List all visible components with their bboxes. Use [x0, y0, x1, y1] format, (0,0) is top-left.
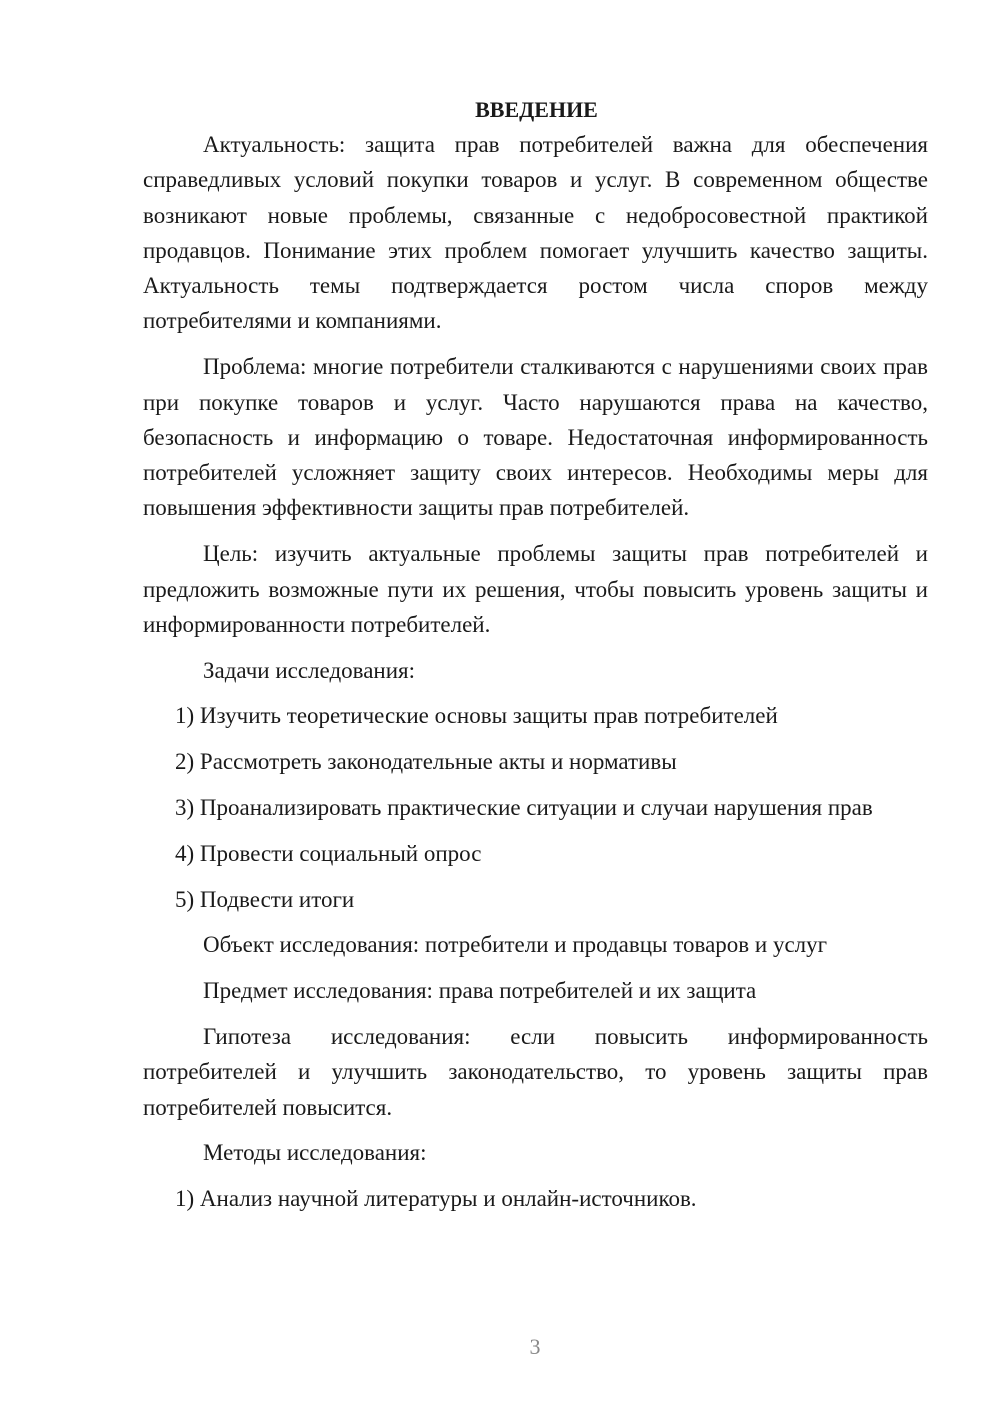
tasks-heading: Задачи исследования:	[203, 657, 416, 683]
task-item: 1) Изучить теоретические основы защиты прав потребителей	[175, 703, 778, 729]
document-page	[143, 92, 928, 1227]
task-item: 3) Проанализировать практические ситуации и случаи нарушения прав	[175, 795, 873, 821]
page-number: 3	[529, 1334, 541, 1359]
task-item: 5) Подвести итоги	[175, 886, 355, 912]
research-object: Объект исследования: потребители и продавцы товаров и услуг	[203, 932, 828, 958]
method-item: 1) Анализ научной литературы и онлайн-источников.	[175, 1186, 697, 1212]
research-subject: Предмет исследования: права потребителей и их защита	[203, 978, 757, 1004]
relevance-paragraph: Актуальность: защита прав потребителей важна для обеспечения справедливых условий покупки товаров и услуг. В современном обществе возникают новые проблемы, связанные с недобросовестной практикой продавцов. Понимание этих проблем помогает улучшить качество защиты. Актуальность темы подтверждается ростом числа споров между потребителями и компаниями.	[143, 132, 928, 334]
hypothesis-paragraph: Гипотеза исследования: если повысить информированность потребителей и улучшить законодательство, то уровень защиты прав потребителей повысится.	[143, 1024, 928, 1120]
problem-paragraph: Проблема: многие потребители сталкиваются с нарушениями своих прав при покупке товаров и услуг. Часто нарушаются права на качество, безопасность и информацию о товаре. Недостаточная информированность потребителей усложняет защиту своих интересов. Необходимы меры для повышения эффективности защиты прав потребителей.	[143, 354, 928, 521]
task-item: 4) Провести социальный опрос	[175, 840, 482, 866]
methods-heading: Методы исследования:	[203, 1140, 427, 1166]
goal-paragraph: Цель: изучить актуальные проблемы защиты прав потребителей и предложить возможные пути их решения, чтобы повысить уровень защиты и информированности потребителей.	[143, 541, 928, 637]
task-item: 2) Рассмотреть законодательные акты и нормативы	[175, 749, 677, 775]
page-title: ВВЕДЕНИЕ	[475, 97, 598, 122]
